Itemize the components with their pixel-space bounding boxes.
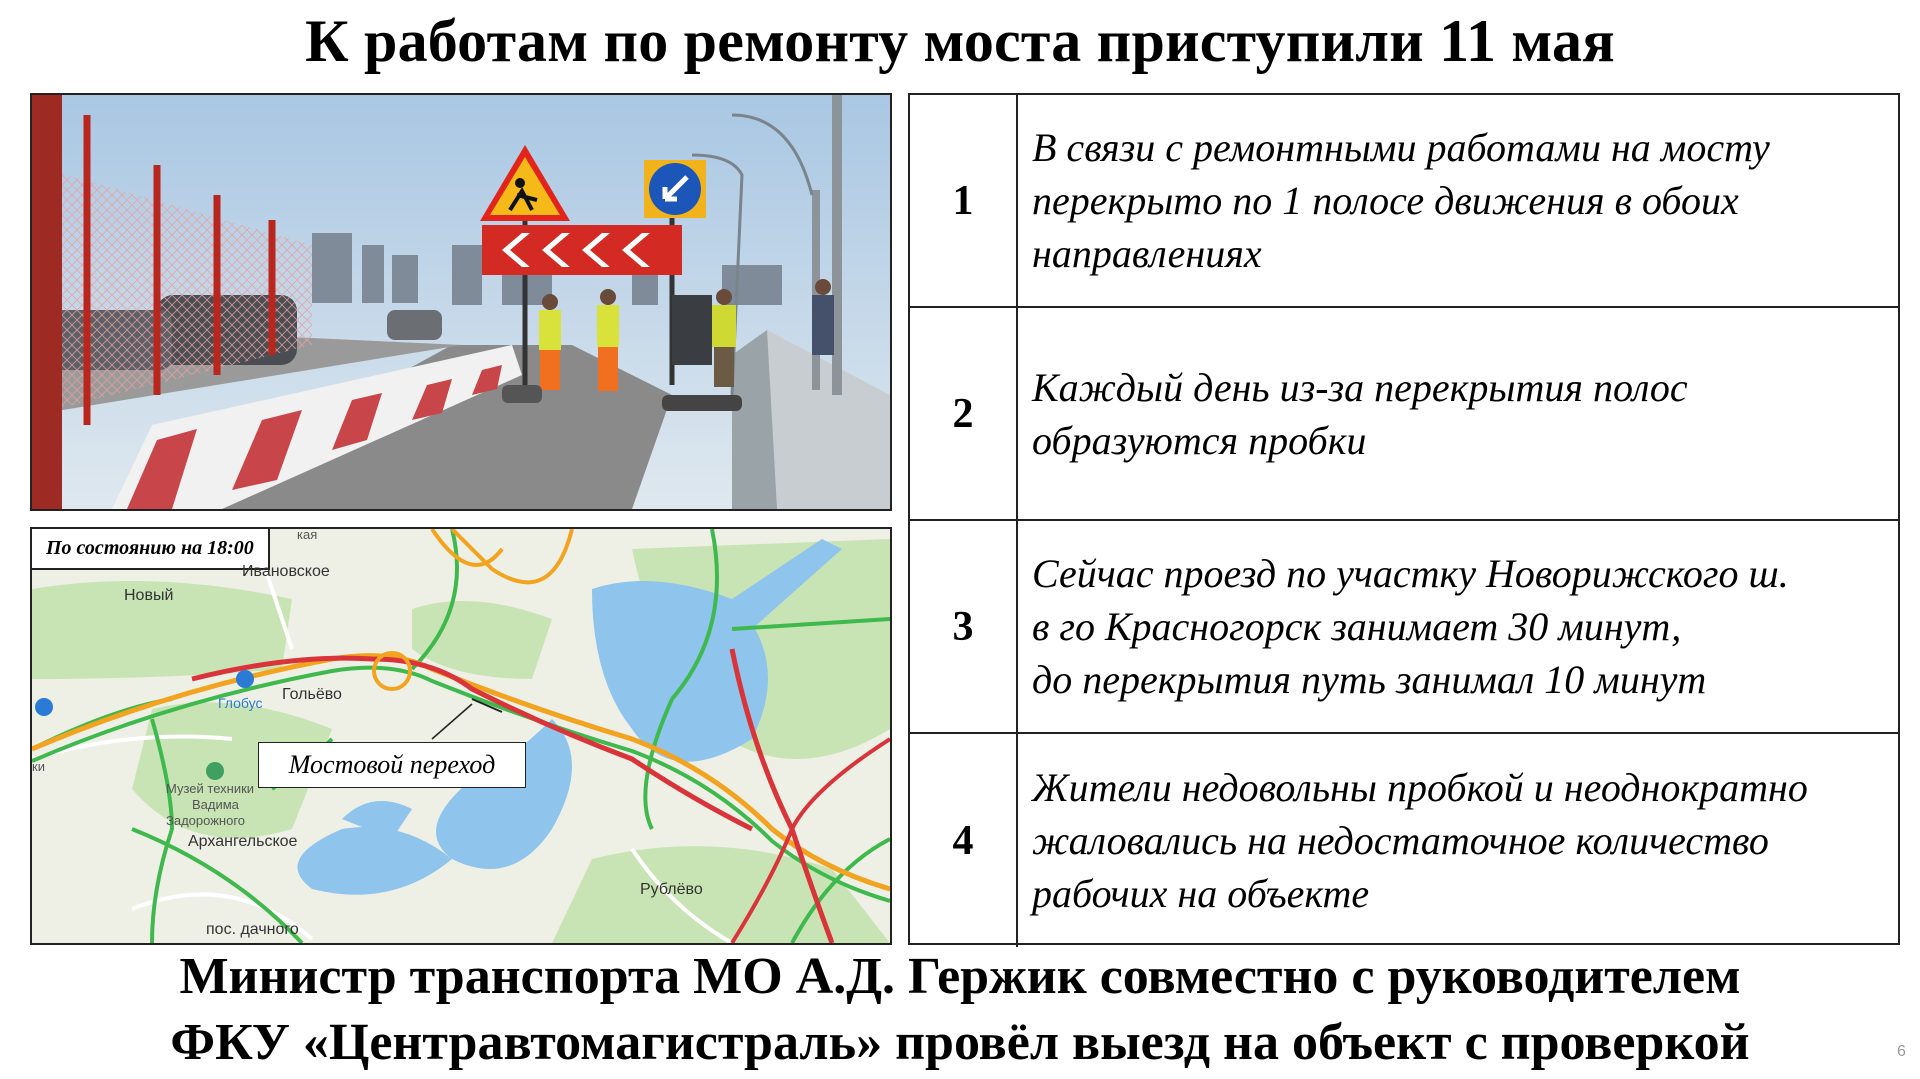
map-label-novyy: Новый xyxy=(124,587,174,604)
row-text-line: жаловались на недостаточное количество xyxy=(1032,818,1769,863)
row-number: 2 xyxy=(910,308,1018,519)
row-number: 3 xyxy=(910,521,1018,732)
page-number: 6 xyxy=(1897,1043,1906,1060)
row-text-line: В связи с ремонтными работами на мосту xyxy=(1032,125,1770,170)
row-text-line: образуются пробки xyxy=(1032,417,1367,463)
map-label-museum-1: Музей техники xyxy=(166,781,255,796)
row-number: 4 xyxy=(910,734,1018,947)
row-text xyxy=(1032,734,1892,947)
table-row xyxy=(910,308,1898,521)
map-timestamp: По состоянию на 18:00 xyxy=(32,529,270,570)
row-text-line: до перекрытия путь занимал 10 минут xyxy=(1032,657,1707,702)
row-text-line: Сейчас проезд по участку Новорижского ш. xyxy=(1032,551,1789,596)
table-row xyxy=(910,734,1898,947)
map-label-arkhangelskoe: Архангельское xyxy=(188,833,298,850)
traffic-map xyxy=(30,527,892,945)
slide-title: К работам по ремонту моста приступили 11 мая xyxy=(305,8,1615,74)
map-label-edge-left: ки xyxy=(32,759,45,774)
row-number: 1 xyxy=(910,95,1018,306)
map-label-museum-2: Вадима xyxy=(192,797,239,812)
map-label-ivanovskoe: Ивановское xyxy=(242,563,330,580)
facts-table xyxy=(908,93,1900,945)
row-text-line: Каждый день из-за перекрытия полос xyxy=(1032,364,1688,410)
bridge-repair-photo xyxy=(30,93,892,511)
bridge-callout: Мостовой переход xyxy=(258,742,526,788)
row-text-line: в го Красногорск занимает 30 минут, xyxy=(1032,604,1682,649)
row-text xyxy=(1032,95,1892,306)
row-text xyxy=(1032,308,1892,519)
table-row xyxy=(910,95,1898,308)
bottom-caption xyxy=(0,944,1920,1076)
map-label-edge-top: кая xyxy=(297,527,318,542)
map-label-dachnogo: пос. дачного xyxy=(206,921,299,938)
row-text-line: перекрыто по 1 полосе движения в обоих xyxy=(1032,178,1739,223)
row-text-line: Жители недовольны пробкой и неоднократно xyxy=(1032,765,1808,810)
map-label-globus: Глобус xyxy=(218,695,263,711)
map-label-rublevo: Рублёво xyxy=(640,881,703,898)
row-text xyxy=(1032,521,1892,732)
row-text-line: направлениях xyxy=(1032,231,1262,276)
bottom-caption-line-2: ФКУ «Центравтомагистраль» провёл выезд на объект с проверкой xyxy=(170,1014,1750,1071)
table-row xyxy=(910,521,1898,734)
row-text-line: рабочих на объекте xyxy=(1032,871,1370,916)
map-label-museum-3: Задорожного xyxy=(166,813,246,828)
bottom-caption-line-1: Министр транспорта МО А.Д. Гержик совместно с руководителем xyxy=(179,948,1741,1005)
map-label-golevo: Гольёво xyxy=(282,686,342,703)
